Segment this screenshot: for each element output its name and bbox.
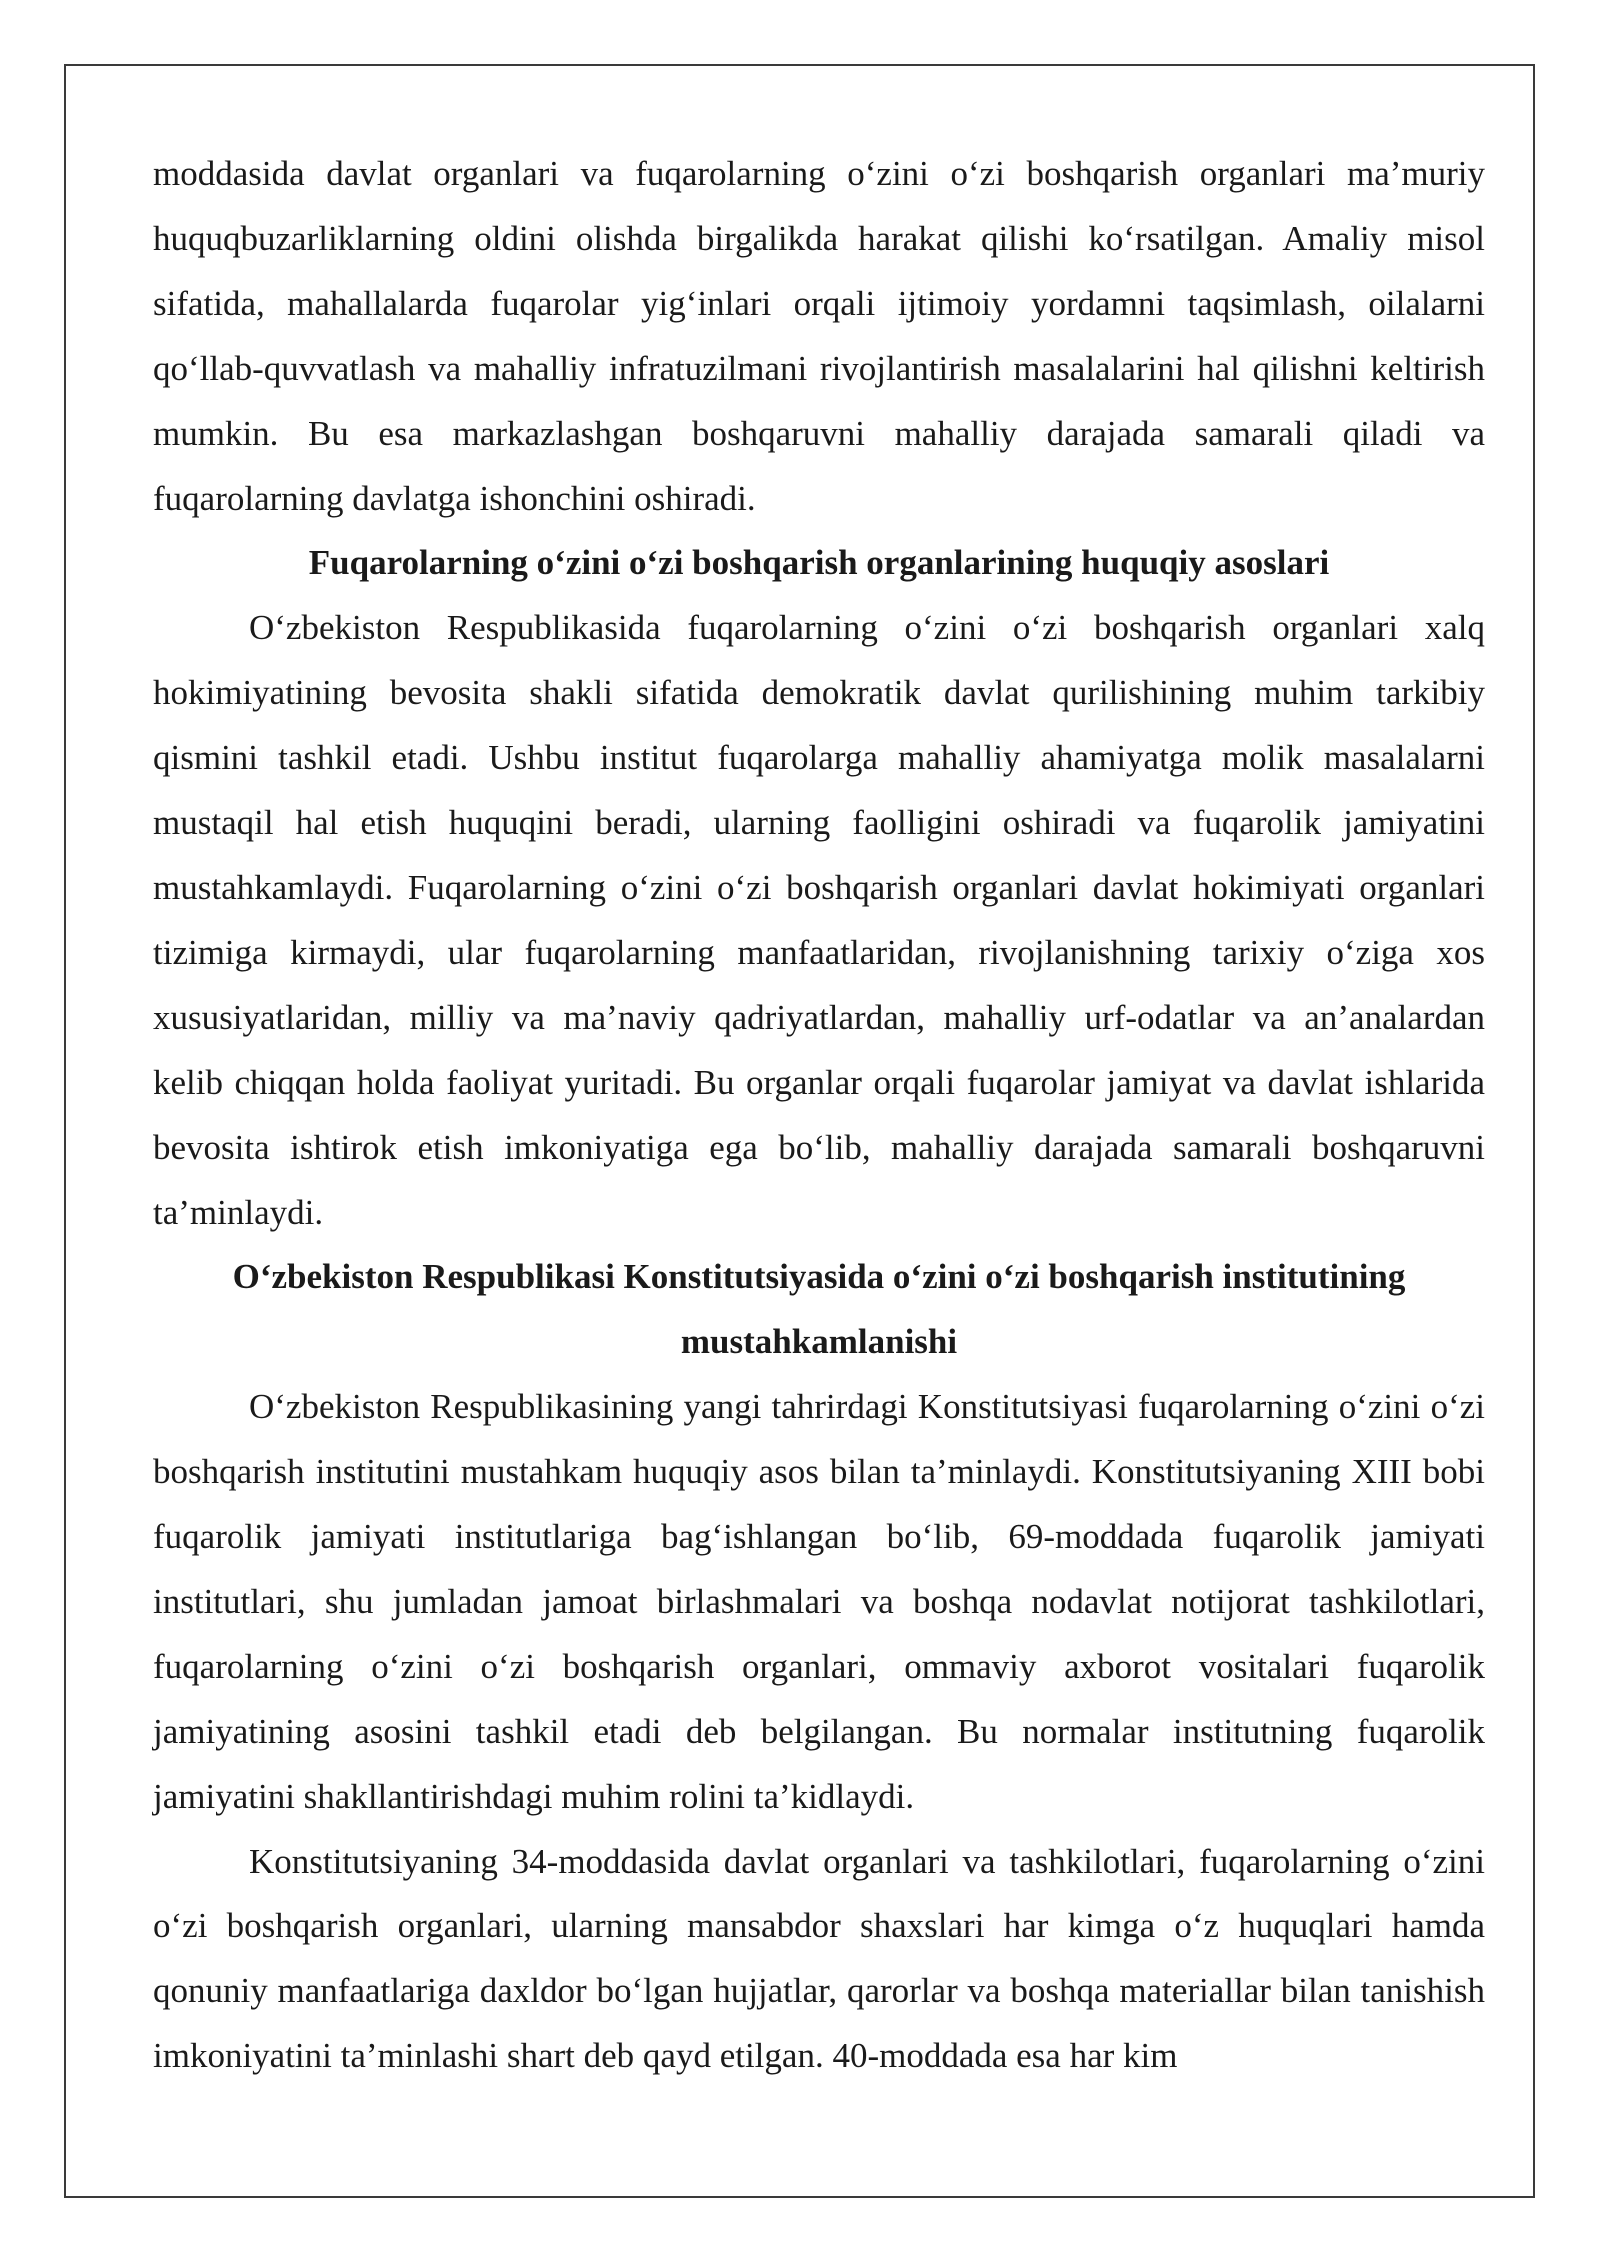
section-heading: O‘zbekiston Respublikasi Konstitutsiyasida o‘zini o‘zi boshqarish institutining mustahkamlanishi: [232, 1257, 1406, 1362]
document-body: [153, 142, 1485, 2089]
paragraph: O‘zbekiston Respublikasining yangi tahrirdagi Konstitutsiyasi fuqarolarning o‘zini o‘zi boshqarish institutini mustahkam huquqiy asos bilan ta’minlaydi. Konstitutsiyaning XIII bobi fuqarolik jamiyati institutlariga bag‘ishlangan bo‘lib, 69-moddada fuqarolik jamiyati institutlari, shu jumladan jamoat birlashmalari va boshqa nodavlat notijorat tashkilotlari, fuqarolarning o‘zini o‘zi boshqarish organlari, ommaviy axborot vositalari fuqarolik jamiyatining asosini tashkil etadi deb belgilangan. Bu normalar institutning fuqarolik jamiyatini shakllantirishdagi muhim rolini ta’kidlaydi.: [153, 1387, 1485, 1816]
paragraph: moddasida davlat organlari va fuqarolarning o‘zini o‘zi boshqarish organlari ma’muriy huquqbuzarliklarning oldini olishda birgalikda harakat qilishi ko‘rsatilgan. Amaliy misol sifatida, mahallalarda fuqarolar yig‘inlari orqali ijtimoiy yordamni taqsimlash, oilalarni qo‘llab-quvvatlash va mahalliy infratuzilmani rivojlantirish masalalarini hal qilishni keltirish mumkin. Bu esa markazlashgan boshqaruvni mahalliy darajada samarali qiladi va fuqarolarning davlatga ishonchini oshiradi.: [153, 154, 1485, 518]
paragraph: O‘zbekiston Respublikasida fuqarolarning o‘zini o‘zi boshqarish organlari xalq hokimiyatining bevosita shakli sifatida demokratik davlat qurilishining muhim tarkibiy qismini tashkil etadi. Ushbu institut fuqarolarga mahalliy ahamiyatga molik masalalarni mustaqil hal etish huquqini beradi, ularning faolligini oshiradi va fuqarolik jamiyatini mustahkamlaydi. Fuqarolarning o‘zini o‘zi boshqarish organlari davlat hokimiyati organlari tizimiga kirmaydi, ular fuqarolarning manfaatlaridan, rivojlanishning tarixiy o‘ziga xos xususiyatlaridan, milliy va ma’naviy qadriyatlardan, mahalliy urf-odatlar va an’analardan kelib chiqqan holda faoliyat yuritadi. Bu organlar orqali fuqarolar jamiyat va davlat ishlarida bevosita ishtirok etish imkoniyatiga ega bo‘lib, mahalliy darajada samarali boshqaruvni ta’minlaydi.: [153, 608, 1485, 1232]
section-heading: Fuqarolarning o‘zini o‘zi boshqarish organlarining huquqiy asoslari: [308, 543, 1330, 583]
paragraph: Konstitutsiyaning 34-moddasida davlat organlari va tashkilotlari, fuqarolarning o‘zini o‘zi boshqarish organlari, ularning mansabdor shaxslari har kimga o‘z huquqlari hamda qonuniy manfaatlariga daxldor bo‘lgan hujjatlar, qarorlar va boshqa materiallar bilan tanishish imkoniyatini ta’minlashi shart deb qayd etilgan. 40-moddada esa har kim: [153, 1841, 1485, 2076]
